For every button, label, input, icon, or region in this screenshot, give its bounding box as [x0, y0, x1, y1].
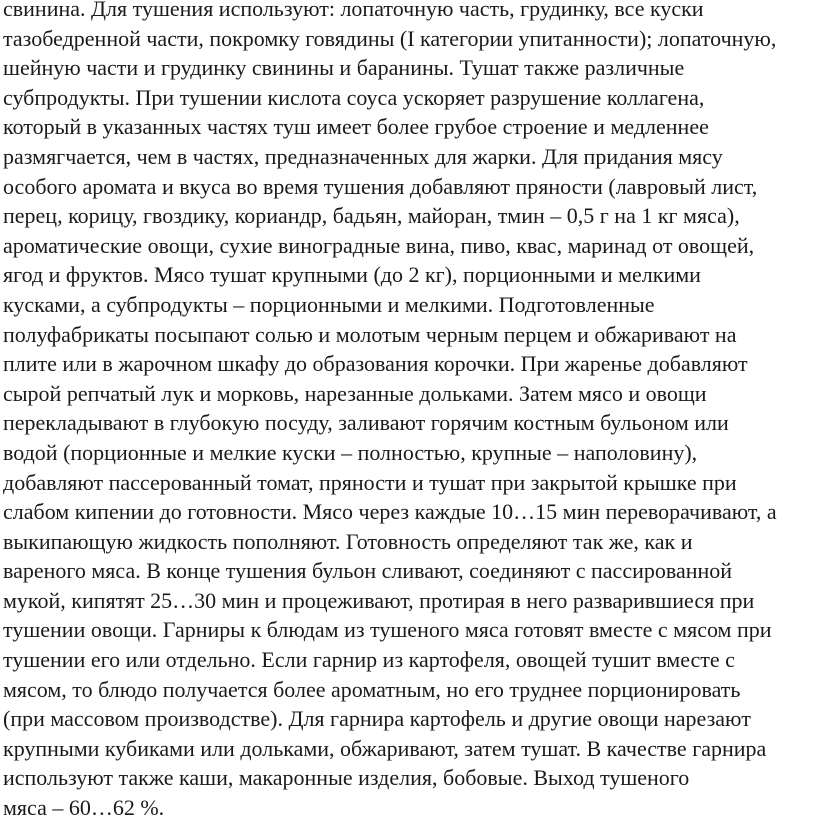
- text-line: используют также каши, макаронные изделия, бобовые. Выход тушеного: [3, 765, 690, 791]
- body-paragraph: [3, 0, 816, 823]
- text-line: выкипающую жидкость пополняют. Готовность определяют так же, как и: [3, 528, 693, 554]
- text-line: водой (порционные и мелкие куски – полностью, крупные – наполовину),: [3, 439, 698, 465]
- text-line: вареного мяса. В конце тушения бульон сливают, соединяют с пассированной: [3, 558, 733, 584]
- text-line: слабом кипении до готовности. Мясо через каждые 10…15 мин переворачивают, а: [3, 499, 777, 525]
- text-line: ягод и фруктов. Мясо тушат крупными (до 2 кг), порционными и мелкими: [3, 262, 701, 288]
- text-line: мукой, кипятят 25…30 мин и процеживают, протирая в него разварившиеся при: [3, 587, 755, 613]
- text-line: тушении его или отдельно. Если гарнир из картофеля, овощей тушит вместе с: [3, 647, 735, 673]
- text-line: перекладывают в глубокую посуду, заливают горячим костным бульоном или: [3, 410, 729, 436]
- text-line: который в указанных частях туш имеет более грубое строение и медленнее: [3, 114, 709, 140]
- text-line: субпродукты. При тушении кислота соуса ускоряет разрушение коллагена,: [3, 84, 705, 110]
- text-line: перец, корицу, гвоздику, кориандр, бадьян, майоран, тмин – 0,5 г на 1 кг мяса),: [3, 203, 740, 229]
- text-line: особого аромата и вкуса во время тушения добавляют пряности (лавровый лист,: [3, 173, 758, 199]
- text-line: крупными кубиками или дольками, обжаривают, затем тушат. В качестве гарнира: [3, 735, 767, 761]
- text-line: плите или в жарочном шкафу до образования корочки. При жаренье добавляют: [3, 351, 748, 377]
- text-line: тазобедренной части, покромку говядины (I категории упитанности); лопаточную,: [3, 25, 777, 51]
- text-line: сырой репчатый лук и морковь, нарезанные дольками. Затем мясо и овощи: [3, 380, 707, 406]
- text-line: мясом, то блюдо получается более ароматным, но его труднее порционировать: [3, 676, 741, 702]
- text-line: свинина. Для тушения используют: лопаточную часть, грудинку, все куски: [3, 0, 704, 21]
- text-line: полуфабрикаты посыпают солью и молотым черным перцем и обжаривают на: [3, 321, 737, 347]
- text-line: кусками, а субпродукты – порционными и мелкими. Подготовленные: [3, 291, 655, 317]
- text-line: ароматические овощи, сухие виноградные вина, пиво, квас, маринад от овощей,: [3, 232, 755, 258]
- text-line: шейную части и грудинку свинины и баранины. Тушат также различные: [3, 55, 685, 81]
- text-line: тушении овощи. Гарниры к блюдам из тушеного мяса готовят вместе с мясом при: [3, 617, 772, 643]
- text-line: добавляют пассерованный томат, пряности и тушат при закрытой крышке при: [3, 469, 737, 495]
- text-line: мяса – 60…62 %.: [3, 795, 165, 821]
- text-line: размягчается, чем в частях, предназначенных для жарки. Для придания мясу: [3, 143, 723, 169]
- text-line: (при массовом производстве). Для гарнира картофель и другие овощи нарезают: [3, 706, 751, 732]
